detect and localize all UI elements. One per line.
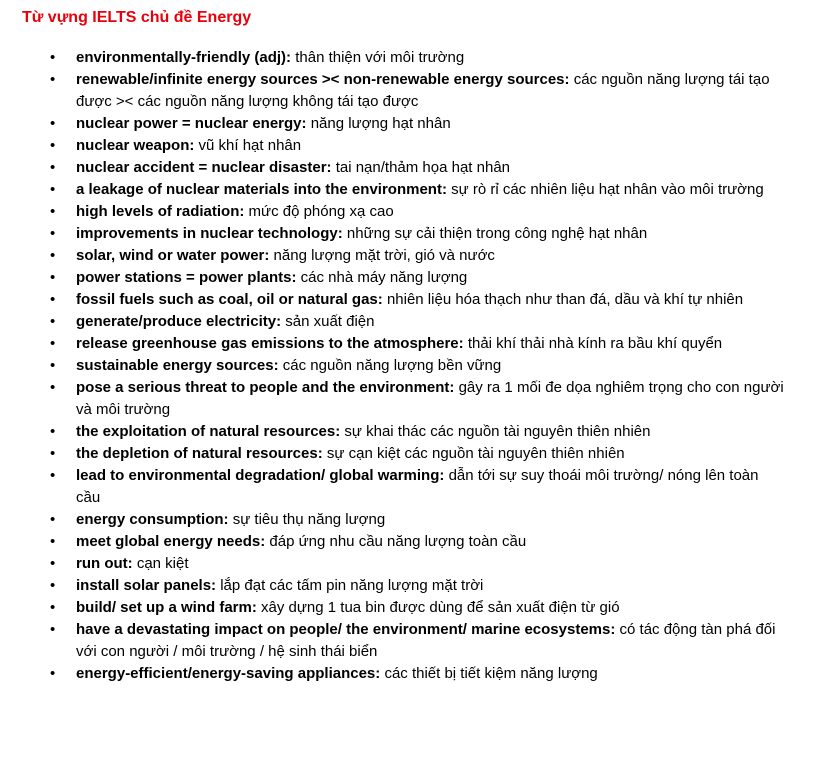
vocab-term: nuclear power = nuclear energy: bbox=[76, 115, 307, 132]
list-item bbox=[22, 333, 826, 355]
list-item bbox=[22, 443, 826, 465]
vocab-meaning: có tác động tàn phá đối với con người / môi trường / hệ sinh thái biển bbox=[76, 621, 776, 660]
vocab-meaning: nhiên liệu hóa thạch như than đá, dầu và khí tự nhiên bbox=[386, 291, 744, 308]
list-item bbox=[22, 245, 826, 267]
bullet-icon: • bbox=[50, 445, 56, 462]
vocab-meaning: sự rò rỉ các nhiên liệu hạt nhân vào môi trường bbox=[451, 181, 764, 198]
vocab-term: renewable/infinite energy sources >< non-renewable energy sources: bbox=[76, 71, 570, 88]
vocab-term: build/ set up a wind farm: bbox=[76, 599, 257, 616]
vocab-meaning: gây ra 1 mối đe dọa nghiêm trọng cho con người và môi trường bbox=[76, 379, 784, 418]
bullet-icon: • bbox=[50, 49, 56, 66]
vocab-term: meet global energy needs: bbox=[76, 533, 266, 550]
list-item bbox=[22, 553, 826, 575]
list-item bbox=[22, 465, 826, 509]
list-item bbox=[22, 377, 826, 421]
bullet-icon: • bbox=[50, 313, 56, 330]
vocab-meaning: lắp đạt các tấm pin năng lượng mặt trời bbox=[220, 577, 484, 594]
list-item bbox=[22, 157, 826, 179]
bullet-icon: • bbox=[50, 225, 56, 242]
vocab-meaning: các nguồn năng lượng bền vững bbox=[282, 357, 502, 374]
list-item bbox=[22, 179, 826, 201]
list-item bbox=[22, 135, 826, 157]
bullet-icon: • bbox=[50, 203, 56, 220]
list-item bbox=[22, 289, 826, 311]
vocab-meaning: xây dựng 1 tua bin được dùng để sản xuất điện từ gió bbox=[261, 599, 620, 616]
vocab-meaning: thải khí thải nhà kính ra bầu khí quyển bbox=[467, 335, 723, 352]
vocab-meaning: sản xuất điện bbox=[285, 313, 375, 330]
vocab-meaning: năng lượng mặt trời, gió và nước bbox=[273, 247, 495, 264]
bullet-icon: • bbox=[50, 137, 56, 154]
vocab-term: high levels of radiation: bbox=[76, 203, 245, 220]
vocab-term: solar, wind or water power: bbox=[76, 247, 270, 264]
vocab-term: improvements in nuclear technology: bbox=[76, 225, 343, 242]
bullet-icon: • bbox=[50, 533, 56, 550]
bullet-icon: • bbox=[50, 577, 56, 594]
bullet-icon: • bbox=[50, 269, 56, 286]
bullet-icon: • bbox=[50, 181, 56, 198]
bullet-icon: • bbox=[50, 71, 56, 88]
vocab-term: power stations = power plants: bbox=[76, 269, 297, 286]
bullet-icon: • bbox=[50, 115, 56, 132]
bullet-icon: • bbox=[50, 467, 56, 484]
list-item bbox=[22, 421, 826, 443]
list-item bbox=[22, 597, 826, 619]
vocab-term: sustainable energy sources: bbox=[76, 357, 279, 374]
bullet-icon: • bbox=[50, 357, 56, 374]
bullet-icon: • bbox=[50, 599, 56, 616]
list-item bbox=[22, 311, 826, 333]
bullet-icon: • bbox=[50, 159, 56, 176]
vocab-term: install solar panels: bbox=[76, 577, 217, 594]
vocab-meaning: năng lượng hạt nhân bbox=[310, 115, 451, 132]
vocab-term: the depletion of natural resources: bbox=[76, 445, 323, 462]
bullet-icon: • bbox=[50, 511, 56, 528]
list-item bbox=[22, 355, 826, 377]
vocab-term: nuclear weapon: bbox=[76, 137, 195, 154]
list-item bbox=[22, 113, 826, 135]
bullet-icon: • bbox=[50, 247, 56, 264]
vocab-meaning: các nguồn năng lượng tái tạo được >< các nguồn năng lượng không tái tạo được bbox=[76, 71, 770, 110]
list-item bbox=[22, 663, 826, 685]
list-item bbox=[22, 201, 826, 223]
vocab-term: environmentally-friendly (adj): bbox=[76, 49, 292, 66]
vocab-meaning: sự tiêu thụ năng lượng bbox=[232, 511, 386, 528]
vocab-meaning: mức độ phóng xạ cao bbox=[248, 203, 394, 220]
vocab-term: energy-efficient/energy-saving appliances: bbox=[76, 665, 381, 682]
vocab-meaning: các thiết bị tiết kiệm năng lượng bbox=[384, 665, 598, 682]
bullet-icon: • bbox=[50, 379, 56, 396]
vocab-term: pose a serious threat to people and the environment: bbox=[76, 379, 455, 396]
vocab-meaning: dẫn tới sự suy thoái môi trường/ nóng lên toàn cầu bbox=[76, 467, 759, 506]
vocabulary-list bbox=[22, 47, 826, 685]
vocab-meaning: các nhà máy năng lượng bbox=[300, 269, 468, 286]
vocab-term: run out: bbox=[76, 555, 133, 572]
bullet-icon: • bbox=[50, 555, 56, 572]
list-item bbox=[22, 69, 826, 113]
vocab-term: generate/produce electricity: bbox=[76, 313, 282, 330]
list-item bbox=[22, 531, 826, 553]
vocab-term: have a devastating impact on people/ the environment/ marine ecosystems: bbox=[76, 621, 616, 638]
vocab-term: lead to environmental degradation/ global warming: bbox=[76, 467, 445, 484]
list-item bbox=[22, 47, 826, 69]
vocab-meaning: vũ khí hạt nhân bbox=[198, 137, 302, 154]
vocab-term: fossil fuels such as coal, oil or natural gas: bbox=[76, 291, 383, 308]
list-item bbox=[22, 223, 826, 245]
vocab-term: nuclear accident = nuclear disaster: bbox=[76, 159, 332, 176]
list-item bbox=[22, 509, 826, 531]
vocab-meaning: sự khai thác các nguồn tài nguyên thiên nhiên bbox=[344, 423, 651, 440]
vocab-term: energy consumption: bbox=[76, 511, 229, 528]
vocab-term: a leakage of nuclear materials into the environment: bbox=[76, 181, 447, 198]
bullet-icon: • bbox=[50, 621, 56, 638]
vocab-term: release greenhouse gas emissions to the atmosphere: bbox=[76, 335, 464, 352]
bullet-icon: • bbox=[50, 335, 56, 352]
vocab-meaning: những sự cải thiện trong công nghệ hạt nhân bbox=[346, 225, 648, 242]
vocab-meaning: tai nạn/thảm họa hạt nhân bbox=[335, 159, 511, 176]
vocab-meaning: sự cạn kiệt các nguồn tài nguyên thiên nhiên bbox=[326, 445, 625, 462]
vocab-meaning: đáp ứng nhu cầu năng lượng toàn cầu bbox=[269, 533, 527, 550]
bullet-icon: • bbox=[50, 291, 56, 308]
vocab-term: the exploitation of natural resources: bbox=[76, 423, 341, 440]
list-item bbox=[22, 575, 826, 597]
bullet-icon: • bbox=[50, 665, 56, 682]
vocab-meaning: thân thiện với môi trường bbox=[295, 49, 465, 66]
page-title: Từ vựng IELTS chủ đề Energy bbox=[22, 9, 252, 26]
bullet-icon: • bbox=[50, 423, 56, 440]
list-item bbox=[22, 267, 826, 289]
list-item bbox=[22, 619, 826, 663]
vocab-meaning: cạn kiệt bbox=[136, 555, 189, 572]
